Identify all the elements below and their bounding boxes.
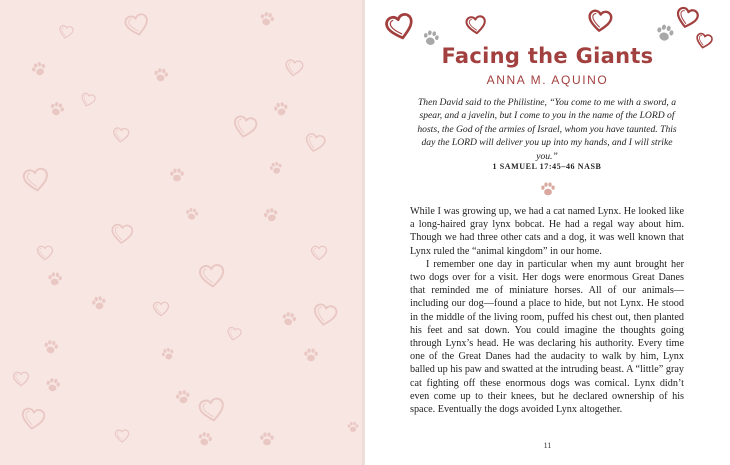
right-page	[365, 0, 730, 465]
paw-print-icon	[262, 206, 280, 224]
heart-outline-icon	[226, 326, 242, 342]
heart-outline-icon	[80, 92, 96, 108]
divider-paw-icon	[539, 180, 557, 198]
paw-print-icon	[258, 10, 276, 28]
heart-outline-icon	[465, 14, 487, 36]
paw-print-icon	[46, 270, 64, 288]
paw-print-icon	[42, 338, 60, 356]
paw-print-icon	[168, 166, 186, 184]
heart-outline-icon	[152, 300, 170, 318]
paw-print-icon	[258, 430, 276, 448]
heart-outline-icon	[232, 114, 258, 140]
heart-outline-icon	[198, 262, 226, 290]
scripture-epigraph: Then David said to the Philistine, “You come to me with a sword, a spear, and a javelin, but I come to you in the name of the LORD of hosts, the God of the armies of Israel, whom you have taunted. This day the LORD will deliver you up into my hands, and I will strike you.”	[417, 97, 677, 162]
body-paragraph: I remember one day in particular when my aunt brought her two dogs over for a visit. Her dogs were enormous Great Danes that reminded me of miniature horses. All of our animals—including our dog—found a place to hide, but not Lynx. He stood in the middle of the living room, puffed his chest out, then planted his feet and sat down. You could imagine the thoughts going through Lynx’s head. He was declaring his authority. Every time one of the Great Danes had the audacity to walk by him, Lynx balled up his paw and swatted at the intruding beast. A “little” gray cat fighting off these enormous dogs was comical. Lynx didn’t even come up to their knees, but he declared ownership of his space. Eventually the dogs avoided Lynx altogether.	[410, 258, 684, 416]
heart-outline-icon	[58, 24, 74, 40]
heart-outline-icon	[22, 166, 50, 194]
heart-outline-icon	[284, 58, 304, 78]
heart-outline-icon	[310, 244, 328, 262]
paw-print-icon	[174, 388, 192, 406]
author-name: ANNA M. AQUINO	[486, 73, 609, 87]
paw-print-icon	[268, 160, 284, 176]
heart-outline-icon	[385, 12, 415, 42]
page-title: Facing the Giants	[441, 44, 654, 68]
paw-print-icon	[346, 420, 360, 434]
paw-print-icon	[302, 346, 320, 364]
heart-outline-icon	[312, 302, 338, 328]
paw-print-icon	[272, 100, 290, 118]
paw-print-icon	[196, 430, 214, 448]
paw-print-icon	[152, 66, 170, 84]
scripture-citation: 1 SAMUEL 17:45–46 NASB	[492, 162, 602, 171]
heart-outline-icon	[20, 406, 46, 432]
heart-outline-icon	[12, 370, 30, 388]
body-paragraph: While I was growing up, we had a cat named Lynx. He looked like a long-haired gray lynx bobcat. He had a regal way about him. Though we had three other cats and a dog, it was well known that Lynx ruled the “animal kingdom” in our home.	[410, 206, 684, 257]
heart-outline-icon	[110, 222, 134, 246]
paw-print-icon	[280, 310, 298, 328]
paw-print-icon	[48, 100, 66, 118]
heart-outline-icon	[198, 396, 226, 424]
paw-print-icon	[160, 346, 176, 362]
body-text	[410, 205, 684, 416]
heart-outline-icon	[304, 132, 326, 154]
paw-print-icon	[90, 294, 108, 312]
heart-outline-icon	[112, 126, 130, 144]
heart-outline-icon	[124, 12, 150, 38]
heart-outline-icon	[114, 428, 130, 444]
paw-print-icon	[44, 376, 62, 394]
paw-print-icon	[30, 60, 48, 78]
heart-outline-icon	[36, 244, 54, 262]
paw-print-icon	[184, 206, 200, 222]
heart-outline-icon	[675, 6, 699, 30]
page-number: 11	[543, 441, 552, 450]
heart-outline-icon	[587, 8, 613, 34]
